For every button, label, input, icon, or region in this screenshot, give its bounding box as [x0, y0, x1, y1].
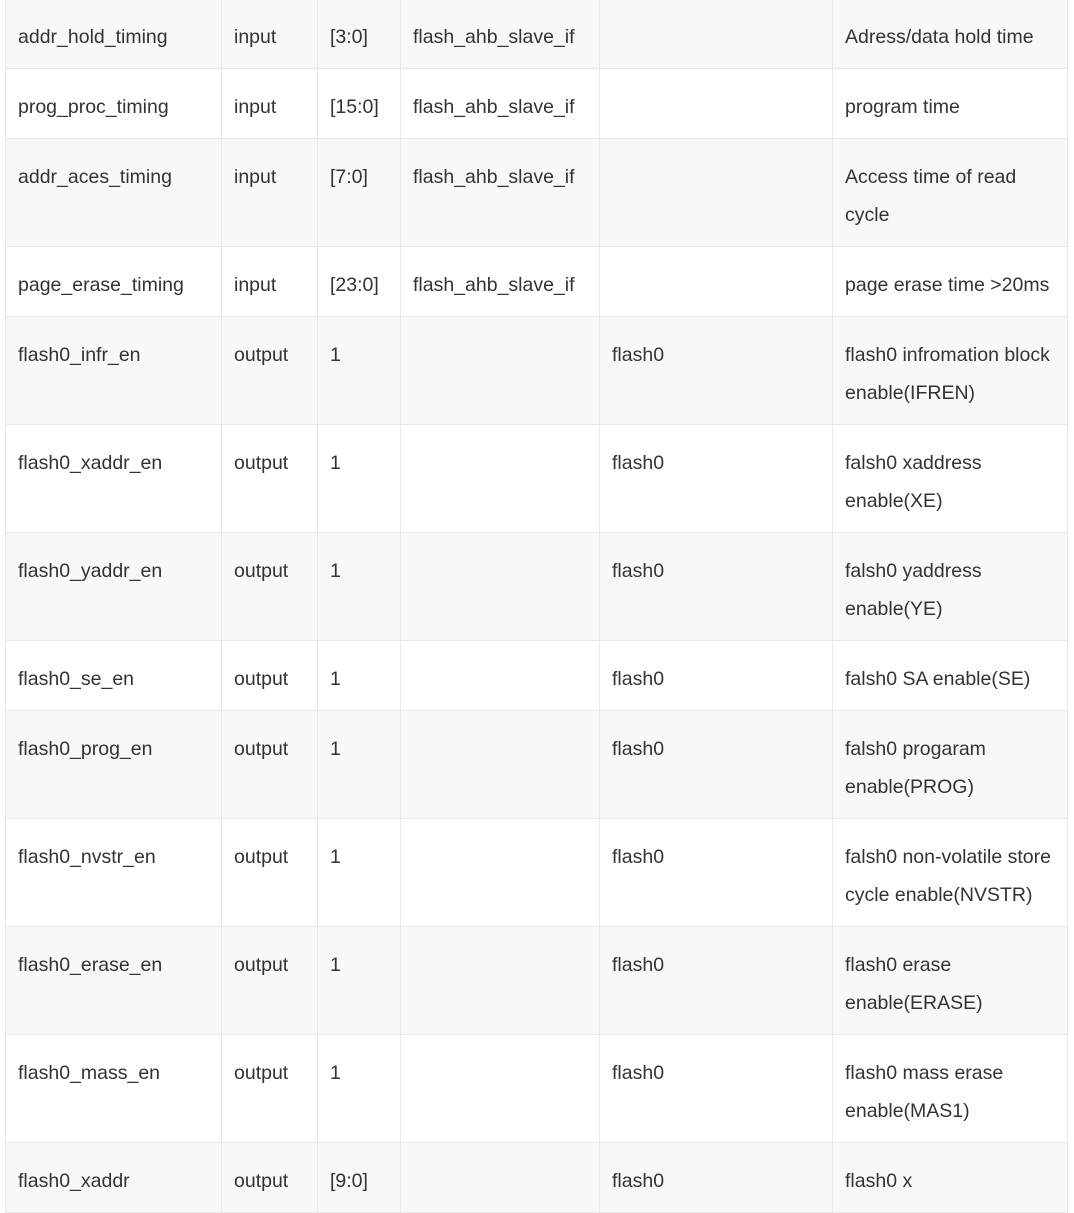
- table-row: [6, 711, 1068, 819]
- width-cell: [318, 711, 401, 819]
- source-cell: [401, 819, 600, 927]
- destination-cell: [600, 819, 833, 927]
- description-cell: [833, 641, 1068, 711]
- signal-name-cell-text: flash0_nvstr_en: [18, 846, 156, 868]
- destination-cell: [600, 247, 833, 317]
- direction-cell: [222, 641, 318, 711]
- source-cell: [401, 139, 600, 247]
- signal-name-cell: [6, 425, 222, 533]
- width-cell: [318, 69, 401, 139]
- width-cell: [318, 425, 401, 533]
- source-cell-text: [413, 1143, 587, 1174]
- signal-name-cell: [6, 69, 222, 139]
- signal-name-cell: [6, 711, 222, 819]
- signal-name-cell-text: prog_proc_timing: [18, 96, 169, 118]
- direction-cell-text: input: [234, 26, 277, 48]
- signal-name-cell-text: flash0_yaddr_en: [18, 560, 163, 582]
- table-row: [6, 1143, 1068, 1213]
- direction-cell-text: output: [234, 846, 289, 868]
- source-cell: [401, 317, 600, 425]
- destination-cell-text: flash0: [612, 738, 665, 760]
- destination-cell: [600, 641, 833, 711]
- width-cell-text: [9:0]: [330, 1170, 368, 1192]
- destination-cell-text: [612, 0, 820, 30]
- signal-name-cell-text: flash0_erase_en: [18, 954, 163, 976]
- width-cell: [318, 927, 401, 1035]
- source-cell-text: flash_ahb_slave_if: [413, 96, 575, 118]
- width-cell-text: 1: [330, 738, 341, 760]
- source-cell-text: [413, 317, 587, 348]
- signal-name-cell-text: addr_hold_timing: [18, 26, 168, 48]
- table-row: [6, 425, 1068, 533]
- destination-cell: [600, 317, 833, 425]
- description-cell: [833, 69, 1068, 139]
- signal-table-body: [6, 0, 1068, 1213]
- width-cell-text: [3:0]: [330, 26, 368, 48]
- description-cell: [833, 1035, 1068, 1143]
- direction-cell-text: output: [234, 738, 289, 760]
- table-row: [6, 1035, 1068, 1143]
- description-cell: [833, 0, 1068, 69]
- signal-name-cell: [6, 247, 222, 317]
- destination-cell-text: flash0: [612, 846, 665, 868]
- source-cell-text: [413, 425, 587, 456]
- source-cell-text: [413, 927, 587, 958]
- destination-cell: [600, 711, 833, 819]
- width-cell: [318, 819, 401, 927]
- direction-cell: [222, 0, 318, 69]
- direction-cell-text: input: [234, 274, 277, 296]
- destination-cell-text: flash0: [612, 560, 665, 582]
- width-cell-text: [15:0]: [330, 96, 379, 118]
- direction-cell: [222, 1035, 318, 1143]
- destination-cell-text: flash0: [612, 1062, 665, 1084]
- source-cell: [401, 0, 600, 69]
- signal-name-cell-text: flash0_infr_en: [18, 344, 141, 366]
- width-cell: [318, 641, 401, 711]
- destination-cell-text: flash0: [612, 344, 665, 366]
- description-cell: [833, 927, 1068, 1035]
- table-row: [6, 247, 1068, 317]
- source-cell: [401, 425, 600, 533]
- source-cell-text: [413, 641, 587, 672]
- width-cell-text: 1: [330, 954, 341, 976]
- source-cell: [401, 711, 600, 819]
- direction-cell: [222, 247, 318, 317]
- width-cell: [318, 317, 401, 425]
- width-cell-text: 1: [330, 846, 341, 868]
- description-cell-text: flash0 erase enable(ERASE): [845, 954, 983, 1014]
- destination-cell-text: [612, 69, 820, 100]
- description-cell-text: Access time of read cycle: [845, 166, 1017, 226]
- width-cell: [318, 1143, 401, 1213]
- table-row: [6, 317, 1068, 425]
- source-cell: [401, 69, 600, 139]
- width-cell: [318, 533, 401, 641]
- destination-cell-text: flash0: [612, 668, 665, 690]
- signal-name-cell-text: page_erase_timing: [18, 274, 184, 296]
- description-cell-text: falsh0 non-volatile store cycle enable(NVSTR): [845, 846, 1051, 906]
- description-cell-text: flash0 infromation block enable(IFREN): [845, 344, 1050, 404]
- width-cell-text: [23:0]: [330, 274, 379, 296]
- destination-cell-text: [612, 247, 820, 278]
- source-cell-text: flash_ahb_slave_if: [413, 26, 575, 48]
- direction-cell: [222, 927, 318, 1035]
- source-cell: [401, 533, 600, 641]
- width-cell-text: [7:0]: [330, 166, 368, 188]
- direction-cell-text: output: [234, 954, 289, 976]
- destination-cell-text: [612, 139, 820, 170]
- signal-name-cell-text: flash0_se_en: [18, 668, 135, 690]
- signal-name-cell: [6, 317, 222, 425]
- width-cell-text: 1: [330, 668, 341, 690]
- table-row: [6, 139, 1068, 247]
- signal-name-cell: [6, 533, 222, 641]
- destination-cell: [600, 139, 833, 247]
- destination-cell: [600, 1035, 833, 1143]
- description-cell-text: falsh0 progaram enable(PROG): [845, 738, 986, 798]
- direction-cell: [222, 819, 318, 927]
- destination-cell-text: flash0: [612, 1170, 665, 1192]
- direction-cell-text: output: [234, 452, 289, 474]
- direction-cell: [222, 1143, 318, 1213]
- destination-cell: [600, 0, 833, 69]
- signal-name-cell: [6, 819, 222, 927]
- signal-name-cell: [6, 1035, 222, 1143]
- source-cell: [401, 1035, 600, 1143]
- source-cell-text: [413, 1035, 587, 1066]
- direction-cell: [222, 425, 318, 533]
- signal-name-cell-text: flash0_xaddr_en: [18, 452, 163, 474]
- description-cell-text: falsh0 xaddress enable(XE): [845, 452, 982, 512]
- description-cell: [833, 425, 1068, 533]
- source-cell-text: flash_ahb_slave_if: [413, 166, 575, 188]
- destination-cell: [600, 533, 833, 641]
- destination-cell: [600, 425, 833, 533]
- width-cell-text: 1: [330, 1062, 341, 1084]
- description-cell: [833, 533, 1068, 641]
- signal-name-cell-text: flash0_xaddr: [18, 1170, 130, 1192]
- description-cell: [833, 247, 1068, 317]
- signal-name-cell: [6, 1143, 222, 1213]
- direction-cell-text: output: [234, 1062, 289, 1084]
- direction-cell-text: input: [234, 96, 277, 118]
- table-row: [6, 533, 1068, 641]
- destination-cell: [600, 69, 833, 139]
- description-cell: [833, 1143, 1068, 1213]
- width-cell-text: 1: [330, 452, 341, 474]
- width-cell-text: 1: [330, 560, 341, 582]
- source-cell-text: [413, 533, 587, 564]
- source-cell: [401, 1143, 600, 1213]
- signal-name-cell: [6, 139, 222, 247]
- description-cell: [833, 317, 1068, 425]
- width-cell: [318, 0, 401, 69]
- direction-cell-text: output: [234, 668, 289, 690]
- signal-name-cell-text: flash0_mass_en: [18, 1062, 161, 1084]
- direction-cell-text: output: [234, 560, 289, 582]
- table-row: [6, 927, 1068, 1035]
- source-cell-text: [413, 711, 587, 742]
- description-cell-text: flash0 x: [845, 1170, 913, 1192]
- description-cell: [833, 711, 1068, 819]
- description-cell: [833, 819, 1068, 927]
- width-cell: [318, 1035, 401, 1143]
- width-cell: [318, 247, 401, 317]
- description-cell-text: Adress/data hold time: [845, 26, 1034, 48]
- description-cell-text: program time: [845, 96, 960, 118]
- description-cell-text: falsh0 SA enable(SE): [845, 668, 1031, 690]
- signal-name-cell: [6, 0, 222, 69]
- direction-cell: [222, 533, 318, 641]
- direction-cell: [222, 317, 318, 425]
- destination-cell-text: flash0: [612, 954, 665, 976]
- table-row: [6, 0, 1068, 69]
- direction-cell-text: output: [234, 344, 289, 366]
- width-cell: [318, 139, 401, 247]
- table-row: [6, 641, 1068, 711]
- direction-cell: [222, 69, 318, 139]
- table-row: [6, 69, 1068, 139]
- direction-cell: [222, 711, 318, 819]
- source-cell: [401, 641, 600, 711]
- direction-cell-text: output: [234, 1170, 289, 1192]
- signal-table: [5, 0, 1068, 1213]
- description-cell-text: flash0 mass erase enable(MAS1): [845, 1062, 1004, 1122]
- destination-cell-text: flash0: [612, 452, 665, 474]
- description-cell-text: falsh0 yaddress enable(YE): [845, 560, 982, 620]
- signal-table-container: [5, 0, 1067, 1213]
- signal-name-cell-text: addr_aces_timing: [18, 166, 172, 188]
- signal-name-cell: [6, 641, 222, 711]
- destination-cell: [600, 927, 833, 1035]
- signal-name-cell: [6, 927, 222, 1035]
- table-row: [6, 819, 1068, 927]
- direction-cell-text: input: [234, 166, 277, 188]
- destination-cell: [600, 1143, 833, 1213]
- source-cell-text: [413, 819, 587, 850]
- description-cell: [833, 139, 1068, 247]
- signal-name-cell-text: flash0_prog_en: [18, 738, 153, 760]
- width-cell-text: 1: [330, 344, 341, 366]
- source-cell: [401, 247, 600, 317]
- direction-cell: [222, 139, 318, 247]
- source-cell-text: flash_ahb_slave_if: [413, 274, 575, 296]
- source-cell: [401, 927, 600, 1035]
- description-cell-text: page erase time >20ms: [845, 274, 1050, 296]
